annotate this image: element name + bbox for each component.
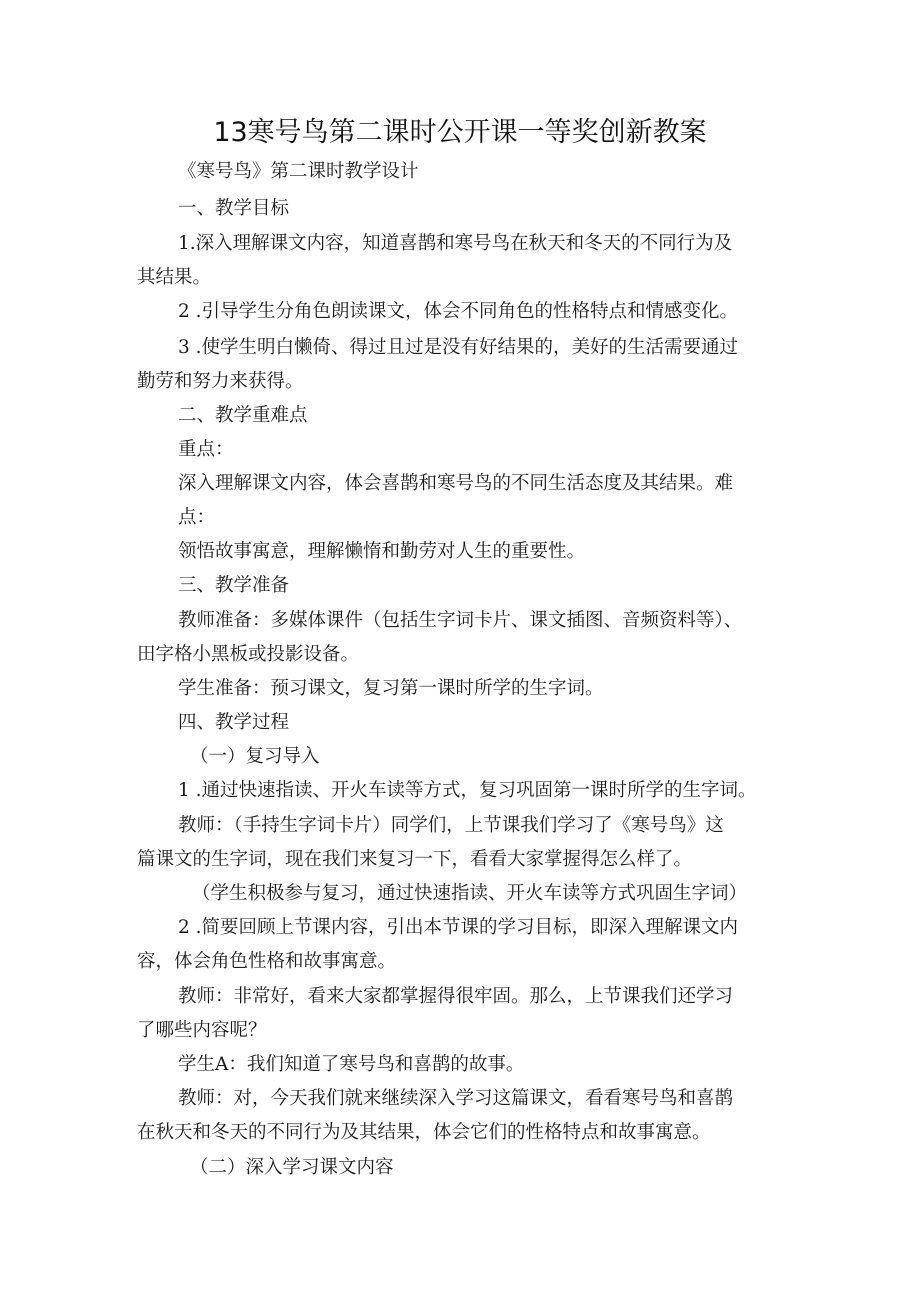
subsection-heading: （一）复习导入 xyxy=(190,746,320,767)
subsection-heading: （二）深入学习课文内容 xyxy=(190,1157,394,1178)
section-heading: 三、教学准备 xyxy=(178,575,290,596)
paragraph-line: 3 .使学生明白懒倚、得过且过是没有好结果的，美好的生活需要通过 xyxy=(178,337,739,358)
paragraph-line: 点： xyxy=(178,507,216,528)
section-heading: 四、教学过程 xyxy=(178,712,290,733)
page-title: 13寒号鸟第二课时公开课一等奖创新教案 xyxy=(213,117,707,148)
paragraph-line: （学生积极参与复习，通过快速指读、开火车读等方式巩固生字词） xyxy=(192,883,748,904)
paragraph-line: 篇课文的生字词，现在我们来复习一下，看看大家掌握得怎么样了。 xyxy=(137,849,693,870)
subtitle: 《寒号鸟》第二课时教学设计 xyxy=(178,161,419,182)
paragraph-line: 容，体会角色性格和故事寓意。 xyxy=(137,951,397,972)
paragraph-line: 学生准备：预习课文，复习第一课时所学的生字词。 xyxy=(178,678,604,699)
paragraph-line: 田字格小黑板或投影设备。 xyxy=(137,644,360,665)
paragraph-line: 2 .简要回顾上节课内容，引出本节课的学习目标，即深入理解课文内 xyxy=(178,917,739,938)
paragraph-line: 2 .引导学生分角色朗读课文，体会不同角色的性格特点和情感变化。 xyxy=(178,301,739,322)
paragraph-line: 教师：（手持生字词卡片）同学们，上节课我们学习了《寒号鸟》这 xyxy=(178,815,724,836)
section-heading: 一、教学目标 xyxy=(178,198,290,219)
paragraph-line: 1.深入理解课文内容，知道喜鹊和寒号鸟在秋天和冬天的不同行为及 xyxy=(178,233,733,254)
paragraph-line: 领悟故事寓意，理解懒惰和勤劳对人生的重要性。 xyxy=(178,541,586,562)
paragraph-line: 重点： xyxy=(178,439,234,460)
paragraph-line: 教师准备：多媒体课件（包括生字词卡片、课文插图、音频资料等）、 xyxy=(178,610,743,631)
paragraph-line: 其结果。 xyxy=(137,267,212,288)
paragraph-line: 教师：对，今天我们就来继续深入学习这篇课文，看看寒号鸟和喜鹊 xyxy=(178,1088,734,1109)
paragraph-line: 勤劳和努力来获得。 xyxy=(137,371,304,392)
paragraph-line: 了哪些内容呢？ xyxy=(137,1020,267,1041)
paragraph-line: 深入理解课文内容，体会喜鹊和寒号鸟的不同生活态度及其结果。难 xyxy=(178,473,734,494)
section-heading: 二、教学重难点 xyxy=(178,405,308,426)
paragraph-line: 学生A：我们知道了寒号鸟和喜鹊的故事。 xyxy=(178,1054,525,1075)
paragraph-line: 1 .通过快速指读、开火车读等方式，复习巩固第一课时所学的生字词。 xyxy=(178,780,757,801)
paragraph-line: 教师：非常好，看来大家都掌握得很牢固。那么，上节课我们还学习 xyxy=(178,986,734,1007)
paragraph-line: 在秋天和冬天的不同行为及其结果，体会它们的性格特点和故事寓意。 xyxy=(137,1122,711,1143)
